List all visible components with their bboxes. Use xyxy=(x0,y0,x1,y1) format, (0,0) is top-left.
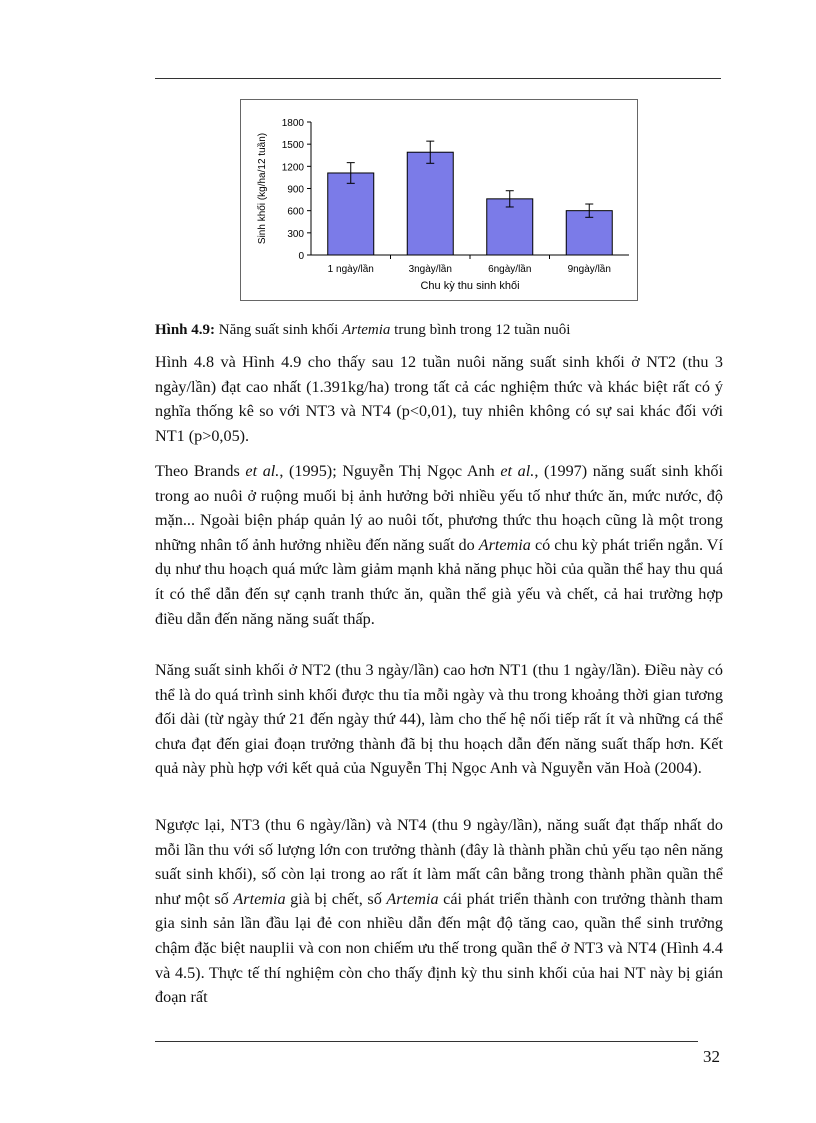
paragraph-3 xyxy=(155,658,723,781)
paragraph-4-segment: cái phát triển thành con trưởng thành tham gia sinh sản lần đầu lại đẻ con nhiều dẫn đến mật độ tăng cao, quần thể sinh trưởng chậm đặc biệt nauplii và con non chiếm ưu thế trong quần thể ở NT3 và NT4 (Hình 4.4 và 4.5). Thực tế thí nghiệm còn cho thấy định kỳ thu sinh khối của hai NT này bị gián đoạn rất xyxy=(155,889,723,1007)
y-tick-label: 1800 xyxy=(281,118,304,129)
paragraph-1 xyxy=(155,350,723,448)
paragraph-4-segment: già bị chết, số xyxy=(285,889,387,908)
paragraph-2-segment: có chu kỳ phát triển ngắn. Ví dụ như thu hoạch quá mức làm giảm mạnh khả năng phục hồi của quần thể hay thu quá ít có thể dẫn đến sự cạnh tranh thức ăn, quần thể già yếu và chết, cả hai trường hợp điều dẫn đến năng năng suất thấp. xyxy=(155,535,723,628)
paragraph-2-segment: et al. xyxy=(500,462,535,480)
bar xyxy=(328,173,374,255)
paragraph-1-segment: Hình 4.8 và Hình 4.9 cho thấy sau 12 tuần nuôi năng suất sinh khối ở NT2 (thu 3 ngày/lần) đạt cao nhất (1.391kg/ha) trong tất cả các nghiệm thức và khác biệt rất có ý nghĩa thống kê so với NT3 và NT4 (p<0,01), tuy nhiên không có sự sai khác đối với NT1 (p>0,05). xyxy=(155,353,723,445)
y-tick-label: 1500 xyxy=(281,140,304,152)
y-tick-label: 900 xyxy=(287,184,304,196)
caption-text-after: trung bình trong 12 tuần nuôi xyxy=(390,322,571,338)
chart-svg xyxy=(241,100,637,300)
paragraph-2-segment: , (1997) năng suất sinh khối trong ao nuôi ở ruộng muối bị ảnh hưởng bởi nhiều yếu tố như thức ăn, mức nước, độ mặn... Ngoài biện pháp quản lý ao nuôi tốt, phương thức thu hoạch cũng là một trong những nhân tố ảnh hưởng nhiều đến năng suất do xyxy=(155,462,724,554)
figure-caption xyxy=(155,322,725,339)
x-tick-label: 1 ngày/lần xyxy=(327,264,374,275)
y-tick-label: 600 xyxy=(287,206,304,218)
paragraph-4-segment: Ngược lại, NT3 (thu 6 ngày/lần) và NT4 (thu 9 ngày/lần), năng suất đạt thấp nhất do mỗi lần thu với số lượng lớn con trưởng thành (đây là thành phần chủ yếu tạo nên năng suất sinh khối), số còn lại trong ao rất ít làm mất cân bằng trong thành phần quần thể như một số xyxy=(155,816,723,908)
paragraph-4-segment: Artemia xyxy=(386,889,439,908)
bar xyxy=(407,152,453,255)
paragraph-2-segment: , (1995); Nguyễn Thị Ngọc Anh xyxy=(279,462,501,480)
x-tick-label: 3ngày/lần xyxy=(408,264,452,275)
paragraph-2-segment: Theo Brands xyxy=(155,462,246,480)
y-tick-label: 0 xyxy=(298,251,304,262)
bar-chart xyxy=(240,99,638,301)
paragraph-4-segment: Artemia xyxy=(233,889,286,908)
x-axis-title: Chu kỳ thu sinh khối xyxy=(420,280,520,292)
paragraph-2-segment: et al. xyxy=(245,462,280,480)
y-axis-title: Sinh khối (kg/ha/12 tuần) xyxy=(257,132,268,245)
header-rule xyxy=(155,78,721,79)
paragraph-4 xyxy=(155,813,723,1010)
paragraph-2 xyxy=(155,459,723,631)
paragraph-3-segment: Năng suất sinh khối ở NT2 (thu 3 ngày/lần) cao hơn NT1 (thu 1 ngày/lần). Điều này có thể là do quá trình sinh khối được thu tỉa mỗi ngày và thu trong khoảng thời gian tương đối dài (từ ngày thứ 21 đến ngày thứ 44), làm cho thế hệ nối tiếp rất ít và những cá thể chưa đạt đến giai đoạn trưởng thành đã bị thu hoạch dẫn đến năng suất thấp hơn. Kết quả này phù hợp với kết quả của Nguyễn Thị Ngọc Anh và Nguyễn văn Hoà (2004). xyxy=(155,661,723,778)
x-tick-label: 9ngày/lần xyxy=(567,264,611,275)
footer-rule xyxy=(155,1041,698,1042)
y-tick-label: 300 xyxy=(287,228,304,240)
x-tick-label: 6ngày/lần xyxy=(488,264,532,275)
y-tick-label: 1200 xyxy=(281,162,304,174)
paragraph-2-segment: Artemia xyxy=(478,535,531,554)
page-number: 32 xyxy=(703,1047,720,1066)
caption-label: Hình 4.9: xyxy=(155,322,216,338)
caption-italic: Artemia xyxy=(342,322,391,338)
caption-text-before: Năng suất sinh khối xyxy=(215,322,343,338)
